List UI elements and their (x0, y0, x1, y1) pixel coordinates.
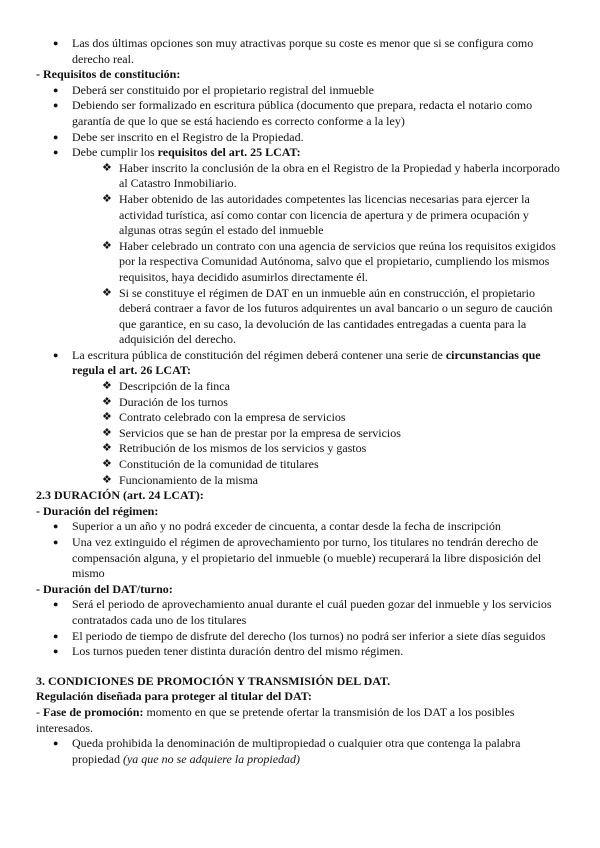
bullet-item (36, 535, 560, 582)
sub-bullet-item (36, 395, 560, 411)
section-heading (36, 582, 560, 598)
bullet-dot-icon: ● (53, 630, 59, 641)
bullet-item (36, 348, 560, 379)
bullet-item (36, 629, 560, 645)
bullet-dot-icon: ● (53, 521, 59, 532)
bullet-item (36, 145, 560, 161)
sub-bullet-item (36, 473, 560, 489)
text-run: Funcionamiento de la misma (119, 472, 258, 487)
text-run: - (36, 67, 43, 82)
sub-bullet-item (36, 379, 560, 395)
diamond-bullet-icon: ❖ (102, 442, 112, 455)
sub-bullet-item (36, 161, 560, 192)
section-heading (36, 689, 560, 705)
text-run: Será el periodo de aprovechamiento anual durante el cuál pueden gozar del inmueble y los servicios contratados cada uno de los titulares (72, 597, 552, 627)
section-heading (36, 504, 560, 520)
bullet-dot-icon: ● (53, 537, 59, 547)
bullet-item (36, 736, 560, 767)
text-run: Haber obtenido de las autoridades competentes las licencias necesarias para ejercer la actividad turística, así como contar con licencia de apertura y de primera ocupación y algunas otras según el estado del inmueble (119, 191, 530, 238)
text-run: Superior a un año y no podrá exceder de cincuenta, a contar desde la fecha de inscripción (72, 519, 501, 534)
text-run: circunstancias que regula el art. 26 LCAT: (72, 347, 541, 378)
bullet-item (36, 519, 560, 535)
bullet-item (36, 36, 560, 67)
diamond-bullet-icon: ❖ (102, 411, 112, 424)
sub-bullet-item (36, 441, 560, 457)
text-run: Contrato celebrado con la empresa de servicios (119, 410, 346, 425)
bullet-item (36, 83, 560, 99)
text-run: requisitos del art. 25 LCAT: (157, 145, 301, 160)
bullet-dot-icon: ● (53, 38, 59, 48)
text-run: Las dos últimas opciones son muy atractivas porque su coste es menor que si se configura como derecho real. (72, 36, 534, 66)
section-heading (36, 674, 560, 690)
text-run: 3. CONDICIONES DE PROMOCIÓN Y TRANSMISIÓN DEL DAT. (36, 673, 391, 688)
text-run: Haber inscrito la conclusión de la obra en el Registro de la Propiedad y haberla incorporado al Catastro Inmobiliario. (119, 160, 560, 191)
text-run: Debe ser inscrito en el Registro de la Propiedad. (72, 129, 304, 144)
bullet-dot-icon: ● (53, 84, 59, 95)
sub-bullet-item (36, 239, 560, 286)
text-run: (ya que no se adquiere la propiedad) (122, 751, 301, 766)
sub-bullet-item (36, 192, 560, 239)
text-run: Haber celebrado un contrato con una agencia de servicios que reúna los requisitos exigidos por la respectiva Comunidad Autónoma, salvo que el propietario, cumpliendo los mismos requisitos, haya decidido asumirlos directamente él. (119, 238, 556, 284)
text-run: 2.3 DURACIÓN (art. 24 LCAT): (36, 488, 204, 503)
text-run: Servicios que se han de prestar por la empresa de servicios (119, 425, 401, 440)
diamond-bullet-icon: ❖ (102, 380, 112, 393)
sub-bullet-item (36, 426, 560, 442)
bullet-item (36, 644, 560, 660)
text-run: Deberá ser constituido por el propietario registral del inmueble (72, 82, 374, 97)
sub-bullet-item (36, 286, 560, 348)
diamond-bullet-icon: ❖ (102, 426, 112, 439)
bullet-dot-icon: ● (53, 599, 59, 610)
sub-bullet-item (36, 410, 560, 426)
text-run: Los turnos pueden tener distinta duración dentro del mismo régimen. (72, 644, 404, 659)
text-run: Descripción de la finca (119, 379, 230, 394)
section-heading (36, 67, 560, 83)
diamond-bullet-icon: ❖ (102, 473, 112, 486)
bullet-dot-icon: ● (53, 131, 59, 142)
text-run: Queda prohibida la denominación de multipropiedad o cualquier otra que contenga la palabra propiedad (72, 736, 521, 766)
bullet-dot-icon: ● (53, 738, 59, 749)
bullet-dot-icon: ● (53, 349, 59, 360)
paragraph (36, 705, 560, 736)
bullet-item (36, 130, 560, 146)
text-run: El periodo de tiempo de disfrute del derecho (los turnos) no podrá ser inferior a siete días seguidos (72, 628, 546, 643)
bullet-item (36, 597, 560, 628)
text-run: Requisitos de constitución: (43, 67, 181, 82)
bullet-item (36, 98, 560, 129)
diamond-bullet-icon: ❖ (102, 286, 112, 299)
bullet-dot-icon: ● (53, 100, 59, 111)
section-heading (36, 488, 560, 504)
text-run: Debe cumplir los (72, 145, 158, 160)
text-run: - Duración del DAT/turno: (36, 581, 173, 596)
text-run: Constitución de la comunidad de titulares (119, 457, 319, 472)
sub-bullet-item (36, 457, 560, 473)
bullet-dot-icon: ● (53, 646, 59, 657)
text-run: Debiendo ser formalizado en escritura pública (documento que prepara, redacta el notario como garantía de que lo que se está haciendo es correcto conforme a la ley) (72, 98, 533, 128)
diamond-bullet-icon: ❖ (102, 192, 112, 205)
text-run: - Duración del régimen: (36, 503, 159, 518)
bullet-dot-icon: ● (53, 147, 59, 158)
text-run: Regulación diseñada para proteger al titular del DAT: (36, 689, 312, 704)
diamond-bullet-icon: ❖ (102, 458, 112, 471)
diamond-bullet-icon: ❖ (102, 395, 112, 408)
diamond-bullet-icon: ❖ (102, 161, 112, 174)
text-run: Fase de promoción: (43, 704, 144, 719)
text-run: - (36, 704, 43, 719)
text-run: momento en que se pretende ofertar la transmisión de los DAT a los posibles interesados. (36, 704, 515, 735)
text-run: Una vez extinguido el régimen de aprovechamiento por turno, los titulares no tendrán derecho de compensación alguna, y el propietario del inmueble (o mueble) recuperará la libre disposición del mismo (72, 535, 542, 581)
diamond-bullet-icon: ❖ (102, 239, 112, 252)
text-run: Duración de los turnos (119, 394, 228, 409)
text-run: Si se constituye el régimen de DAT en un inmueble aún en construcción, el propietario deberá contraer a favor de los futuros adquirentes un aval bancario o un seguro de caución que garantice, en su caso, la devolución de las cantidades entregadas a cuenta para la adquisición del derecho. (119, 285, 553, 347)
text-run: Retribución de los mismos de los servicios y gastos (119, 441, 367, 456)
text-run: La escritura pública de constitución del régimen deberá contener una serie de (72, 347, 446, 362)
